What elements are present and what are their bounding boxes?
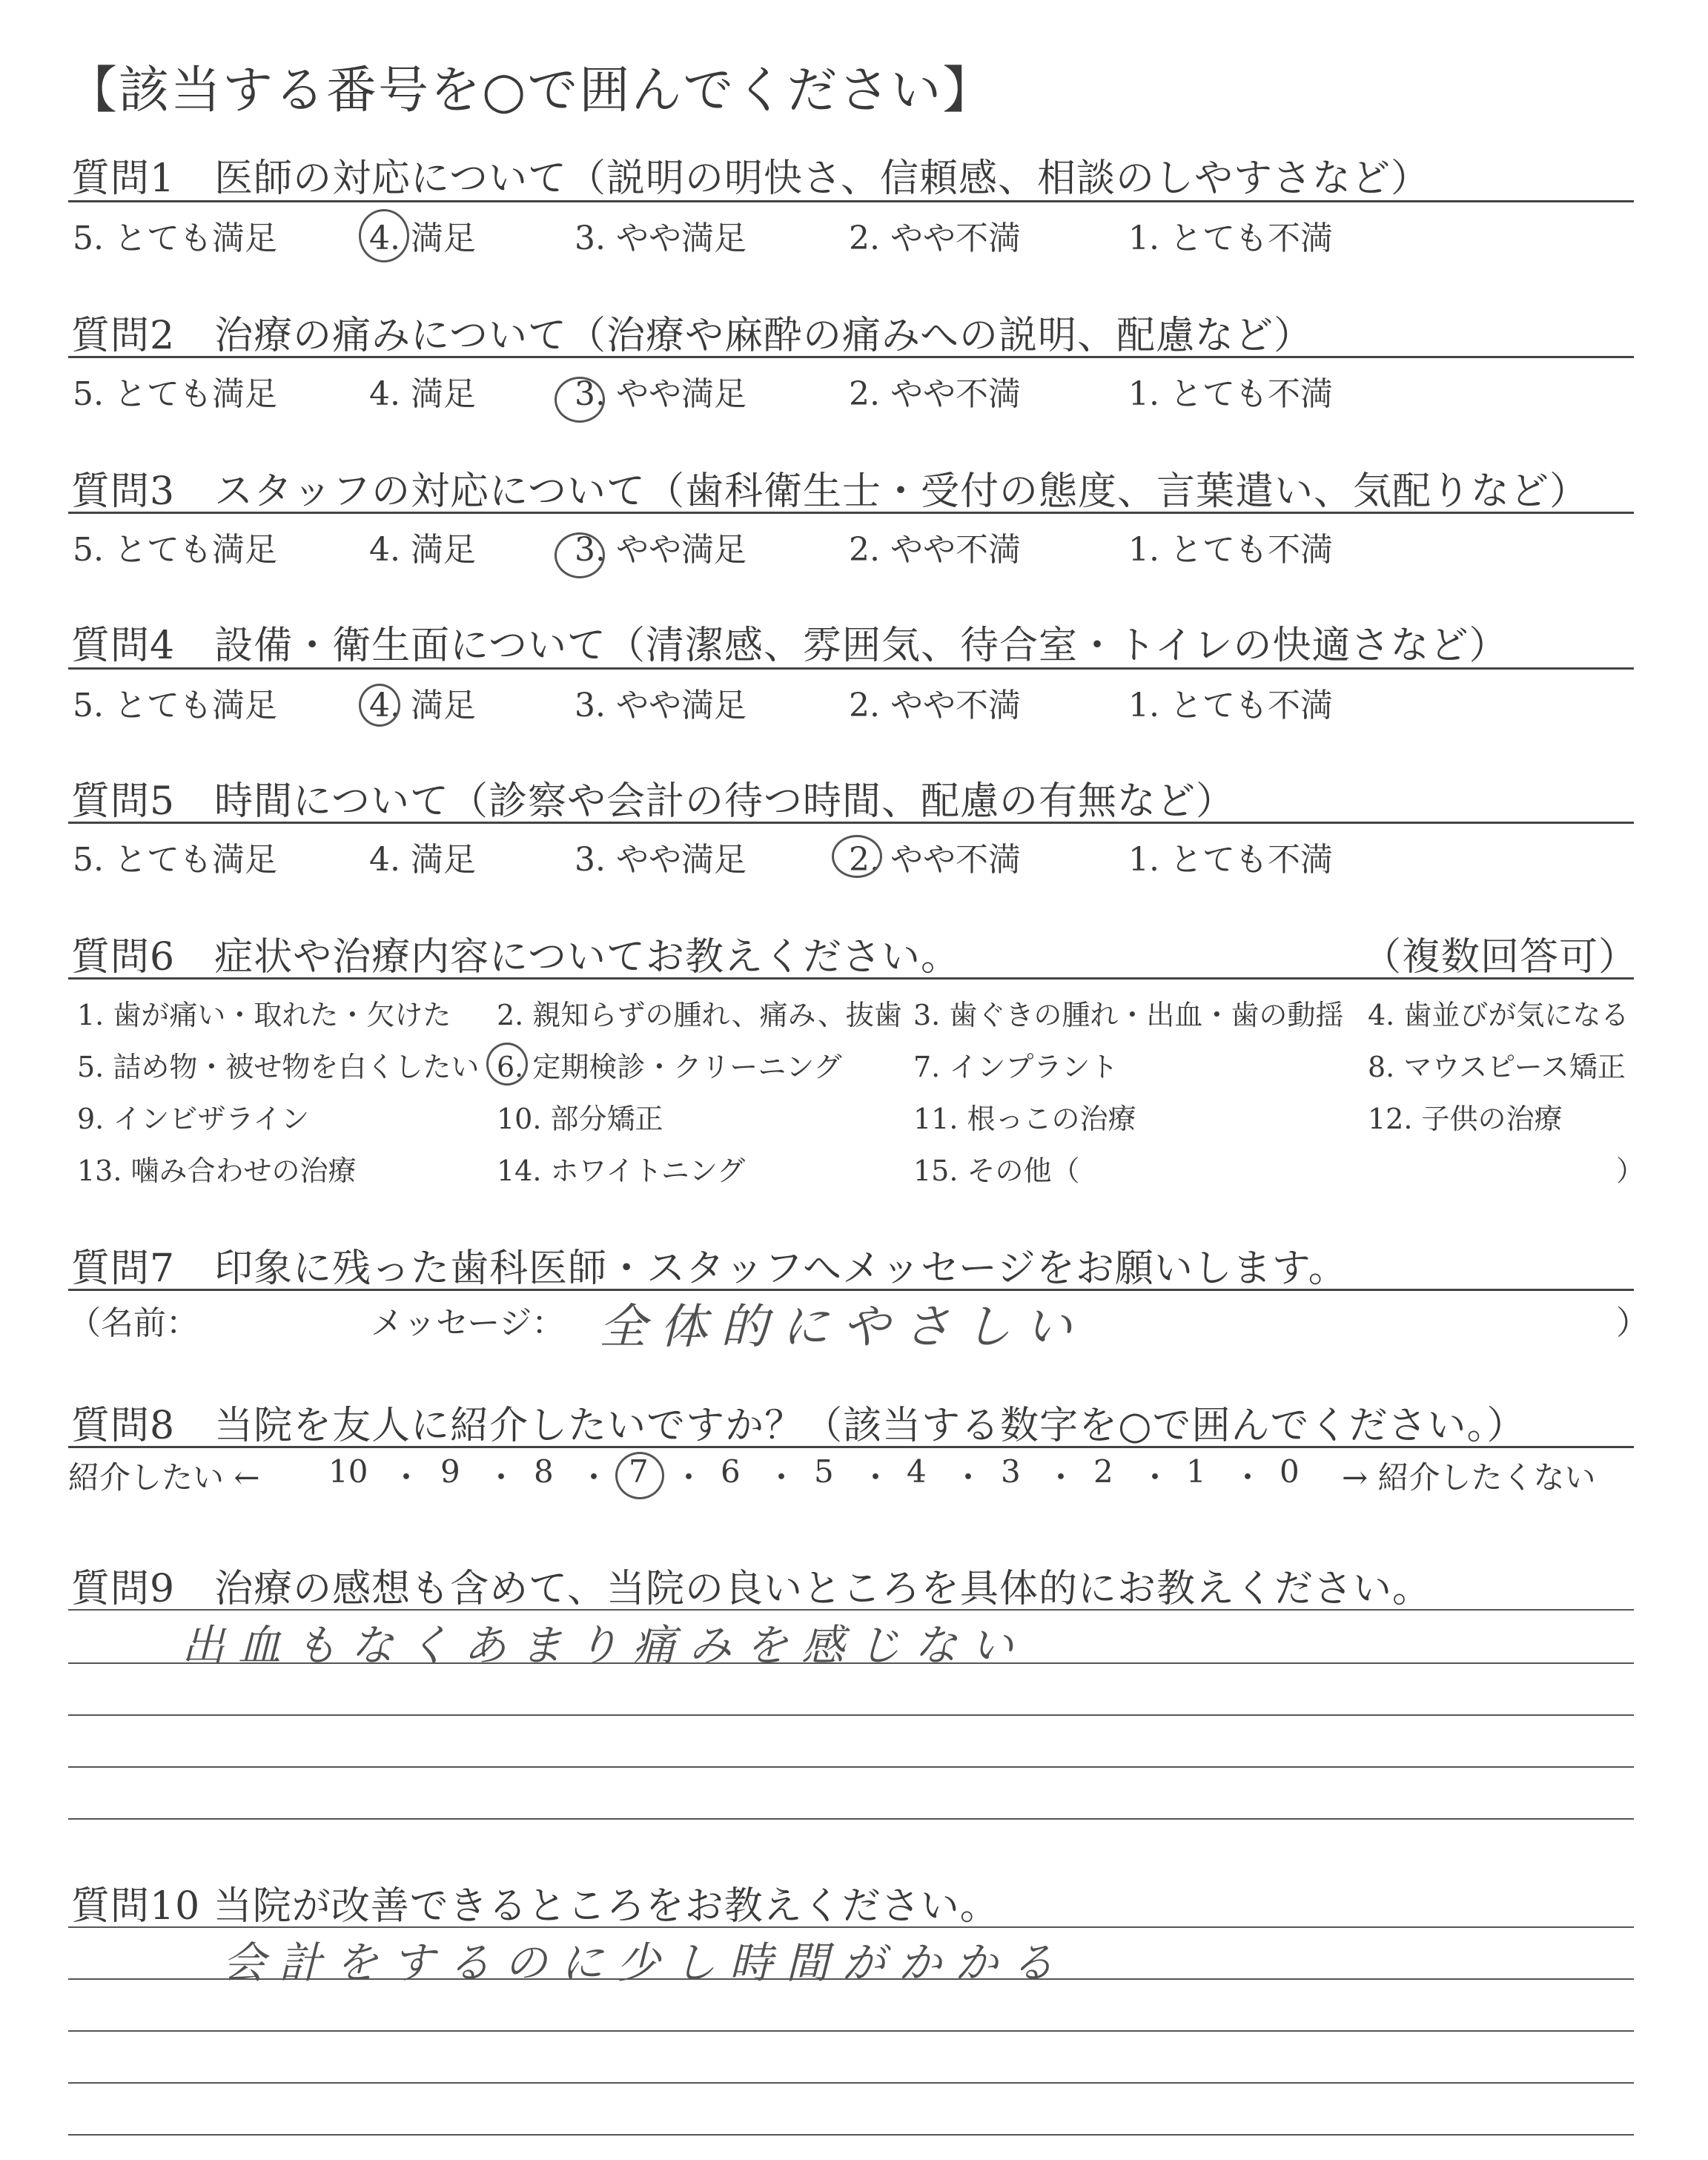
option-4[interactable]: 4. 満足 xyxy=(369,219,476,257)
choice-10[interactable]: 10. 部分矯正 xyxy=(497,1103,663,1135)
divider xyxy=(68,977,1634,980)
question-6-note: （複数回答可） xyxy=(1363,935,1638,980)
answer-line xyxy=(68,1662,1634,1664)
choice-14[interactable]: 14. ホワイトニング xyxy=(497,1155,746,1187)
question-2-title: 質問2 治療の痛みについて（治療や麻酔の痛みへの説明、配慮など） xyxy=(71,314,1314,358)
option-1[interactable]: 1. とても不満 xyxy=(1128,841,1333,879)
option-5[interactable]: 5. とても満足 xyxy=(73,219,277,257)
choice-6[interactable]: 6. 定期検診・クリーニング xyxy=(497,1051,842,1083)
scale-sep: ・ xyxy=(673,1459,705,1496)
scale-9[interactable]: 9 xyxy=(440,1453,460,1490)
message-label: メッセージ： xyxy=(371,1304,565,1342)
scale-sep: ・ xyxy=(391,1459,423,1496)
choice-15-close: ） xyxy=(1616,1155,1645,1187)
choice-15[interactable]: 15. その他（ xyxy=(913,1155,1080,1187)
scale-sep: ・ xyxy=(1139,1459,1171,1496)
scale-sep: ・ xyxy=(578,1459,610,1496)
scale-6[interactable]: 6 xyxy=(721,1453,741,1490)
answer-line xyxy=(68,2030,1634,2032)
divider xyxy=(68,356,1634,358)
name-label: （名前： xyxy=(68,1304,199,1342)
message-close: ） xyxy=(1616,1304,1649,1342)
scale-sep: ・ xyxy=(486,1459,517,1496)
option-1[interactable]: 1. とても不満 xyxy=(1128,687,1333,724)
answer-line xyxy=(68,2134,1634,2136)
option-5[interactable]: 5. とても満足 xyxy=(73,841,277,879)
scale-8[interactable]: 8 xyxy=(534,1453,554,1490)
option-5[interactable]: 5. とても満足 xyxy=(73,531,277,569)
option-4[interactable]: 4. 満足 xyxy=(369,375,476,413)
option-4[interactable]: 4. 満足 xyxy=(369,531,476,569)
question-9-title: 質問9 治療の感想も含めて、当院の良いところを具体的にお教えください。 xyxy=(71,1567,1432,1611)
option-2[interactable]: 2. やや不満 xyxy=(849,219,1021,257)
scale-sep: ・ xyxy=(766,1459,798,1496)
scale-2[interactable]: 2 xyxy=(1093,1453,1113,1490)
divider xyxy=(68,667,1634,670)
option-4[interactable]: 4. 満足 xyxy=(369,841,476,879)
choice-7[interactable]: 7. インプラント xyxy=(913,1051,1119,1083)
scale-3[interactable]: 3 xyxy=(1001,1453,1021,1490)
question-8-title: 質問8 当院を友人に紹介したいですか？（該当する数字を○で囲んでください。） xyxy=(71,1404,1526,1448)
scale-7[interactable]: 7 xyxy=(629,1453,649,1490)
option-3[interactable]: 3. やや満足 xyxy=(575,841,747,879)
scale-5[interactable]: 5 xyxy=(814,1453,834,1490)
scale-0[interactable]: 0 xyxy=(1280,1453,1300,1490)
choice-4[interactable]: 4. 歯並びが気になる xyxy=(1368,999,1629,1031)
option-1[interactable]: 1. とても不満 xyxy=(1128,375,1333,413)
choice-3[interactable]: 3. 歯ぐきの腫れ・出血・歯の動揺 xyxy=(913,999,1344,1031)
question-1-title: 質問1 医師の対応について（説明の明快さ、信頼感、相談のしやすさなど） xyxy=(71,156,1430,201)
answer-line xyxy=(68,1714,1634,1716)
option-2[interactable]: 2. やや不満 xyxy=(849,841,1021,879)
choice-11[interactable]: 11. 根っこの治療 xyxy=(913,1103,1136,1135)
question-3-title: 質問3 スタッフの対応について（歯科衛生士・受付の態度、言葉遣い、気配りなど） xyxy=(71,469,1589,514)
choice-12[interactable]: 12. 子供の治療 xyxy=(1368,1103,1563,1135)
form-header: 【該当する番号を○で囲んでください】 xyxy=(67,62,995,120)
divider xyxy=(68,512,1634,514)
question-7-title: 質問7 印象に残った歯科医師・スタッフへメッセージをお願いします。 xyxy=(71,1246,1348,1291)
option-5[interactable]: 5. とても満足 xyxy=(73,687,277,724)
option-3[interactable]: 3. やや満足 xyxy=(575,375,747,413)
option-2[interactable]: 2. やや不満 xyxy=(849,531,1021,569)
option-2[interactable]: 2. やや不満 xyxy=(849,687,1021,724)
option-3[interactable]: 3. やや満足 xyxy=(575,219,747,257)
option-3[interactable]: 3. やや満足 xyxy=(575,531,747,569)
scale-sep: ・ xyxy=(1232,1459,1264,1496)
question-6-title: 質問6 症状や治療内容についてお教えください。 xyxy=(71,935,961,980)
scale-sep: ・ xyxy=(1045,1459,1077,1496)
answer-line xyxy=(68,1818,1634,1820)
scale-sep: ・ xyxy=(953,1459,984,1496)
q10-answer[interactable]: 会計をするのに少し時間がかかる xyxy=(222,1938,1068,1988)
choice-1[interactable]: 1. 歯が痛い・取れた・欠けた xyxy=(77,999,451,1031)
divider xyxy=(68,200,1634,202)
answer-line xyxy=(68,2082,1634,2084)
option-4[interactable]: 4. 満足 xyxy=(369,687,476,724)
option-1[interactable]: 1. とても不満 xyxy=(1128,219,1333,257)
scale-sep: ・ xyxy=(860,1459,892,1496)
divider xyxy=(68,1446,1634,1448)
option-3[interactable]: 3. やや満足 xyxy=(575,687,747,724)
choice-13[interactable]: 13. 噛み合わせの治療 xyxy=(77,1155,357,1187)
choice-5[interactable]: 5. 詰め物・被せ物を白くしたい xyxy=(77,1051,480,1083)
question-5-title: 質問5 時間について（診察や会計の待つ時間、配慮の有無など） xyxy=(71,779,1236,824)
option-2[interactable]: 2. やや不満 xyxy=(849,375,1021,413)
scale-4[interactable]: 4 xyxy=(907,1453,927,1490)
message-answer[interactable]: 全体的にやさしい xyxy=(599,1300,1085,1355)
option-1[interactable]: 1. とても不満 xyxy=(1128,531,1333,569)
scale-left-label: 紹介したい ← xyxy=(68,1459,260,1496)
scale-10[interactable]: 10 xyxy=(328,1453,368,1490)
choice-8[interactable]: 8. マウスピース矯正 xyxy=(1368,1051,1626,1083)
q9-answer[interactable]: 出血もなくあまり痛みを感じない xyxy=(182,1620,1027,1671)
answer-line xyxy=(68,1978,1634,1980)
scale-1[interactable]: 1 xyxy=(1186,1453,1206,1490)
question-10-title: 質問10 当院が改善できるところをお教えください。 xyxy=(71,1884,999,1929)
answer-line xyxy=(68,1766,1634,1768)
divider xyxy=(68,822,1634,824)
question-4-title: 質問4 設備・衛生面について（清潔感、雰囲気、待合室・トイレの快適さなど） xyxy=(71,624,1509,668)
option-5[interactable]: 5. とても満足 xyxy=(73,375,277,413)
scale-right-label: → 紹介したくない xyxy=(1342,1459,1596,1496)
choice-2[interactable]: 2. 親知らずの腫れ、痛み、抜歯 xyxy=(497,999,902,1031)
choice-9[interactable]: 9. インビザライン xyxy=(77,1103,310,1135)
